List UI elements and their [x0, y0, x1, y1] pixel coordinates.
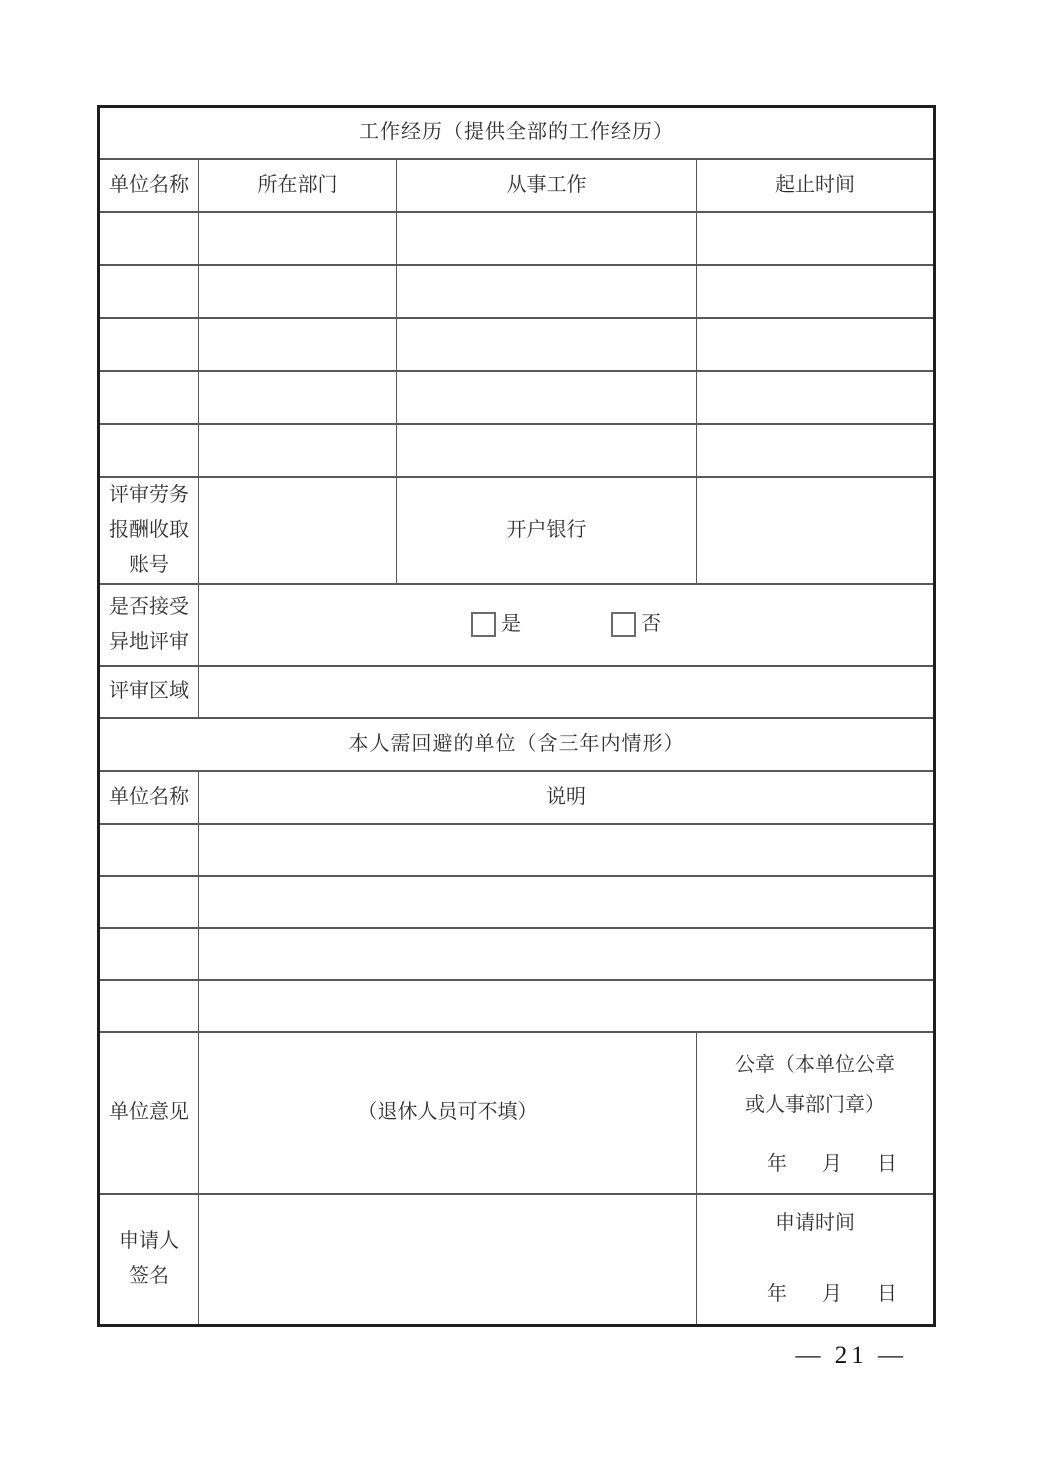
- avoid-units-section-title: 本人需回避的单位（含三年内情形）: [99, 718, 935, 771]
- avoid-unit-description-cell: [199, 876, 935, 928]
- work-history-department-cell: [199, 424, 397, 477]
- avoid-column-header-description: 说明: [199, 771, 935, 824]
- work-history-unit-cell: [99, 318, 199, 371]
- work-history-row: [99, 265, 935, 318]
- work-history-period-cell: [697, 318, 935, 371]
- unit-opinion-seal-cell: [697, 1032, 935, 1194]
- payment-account-label: 评审劳务 报酬收取 账号: [99, 477, 199, 584]
- applicant-signature-cell: [199, 1194, 697, 1326]
- checkbox-no-icon[interactable]: [611, 612, 636, 637]
- column-header-period: 起止时间: [697, 159, 935, 212]
- page-number: — 21 —: [795, 1342, 907, 1369]
- avoid-unit-description-cell: [199, 980, 935, 1032]
- date-day-label: 日: [877, 1283, 897, 1306]
- form-page: [97, 105, 933, 1327]
- avoid-unit-row: [99, 876, 935, 928]
- avoid-unit-name-cell: [99, 980, 199, 1032]
- review-region-label: 评审区域: [99, 666, 199, 718]
- date-month-label: 月: [822, 1153, 842, 1175]
- remote-review-option-yes: [471, 609, 521, 640]
- review-region-cell: [199, 666, 935, 718]
- work-history-job-cell: [397, 265, 697, 318]
- work-history-row: [99, 318, 935, 371]
- applicant-signature-label: 申请人 签名: [99, 1194, 199, 1326]
- work-history-unit-cell: [99, 371, 199, 424]
- avoid-column-header-unit-name: 单位名称: [99, 771, 199, 824]
- work-history-department-cell: [199, 212, 397, 265]
- checkbox-no-label: 否: [641, 613, 661, 635]
- application-form-table: [97, 105, 936, 1327]
- work-history-unit-cell: [99, 424, 199, 477]
- seal-date-fields: [718, 1149, 912, 1180]
- work-history-department-cell: [199, 265, 397, 318]
- checkbox-yes-label: 是: [501, 613, 521, 635]
- application-time-cell: [697, 1194, 935, 1326]
- date-year-label: 年: [767, 1153, 787, 1175]
- avoid-unit-name-cell: [99, 824, 199, 876]
- work-history-department-cell: [199, 371, 397, 424]
- application-time-label: 申请时间: [775, 1212, 855, 1235]
- remote-review-option-no: [611, 609, 661, 640]
- column-header-unit-name: 单位名称: [99, 159, 199, 212]
- work-history-section-title: 工作经历（提供全部的工作经历）: [99, 107, 935, 159]
- date-day-label: 日: [877, 1153, 897, 1175]
- work-history-job-cell: [397, 318, 697, 371]
- work-history-job-cell: [397, 424, 697, 477]
- avoid-unit-name-cell: [99, 928, 199, 980]
- avoid-unit-row: [99, 980, 935, 1032]
- column-header-department: 所在部门: [199, 159, 397, 212]
- avoid-unit-description-cell: [199, 824, 935, 876]
- work-history-department-cell: [199, 318, 397, 371]
- date-month-label: 月: [822, 1283, 842, 1306]
- work-history-row: [99, 371, 935, 424]
- unit-opinion-note: （退休人员可不填）: [199, 1032, 697, 1194]
- work-history-period-cell: [697, 212, 935, 265]
- unit-opinion-label: 单位意见: [99, 1032, 199, 1194]
- work-history-job-cell: [397, 371, 697, 424]
- work-history-period-cell: [697, 371, 935, 424]
- work-history-unit-cell: [99, 212, 199, 265]
- remote-review-label: 是否接受 异地评审: [99, 584, 199, 666]
- work-history-row: [99, 212, 935, 265]
- remote-review-options-cell: [199, 584, 935, 666]
- seal-instruction: 公章（本单位公章 或人事部门章）: [735, 1054, 895, 1116]
- work-history-unit-cell: [99, 265, 199, 318]
- avoid-unit-row: [99, 824, 935, 876]
- work-history-period-cell: [697, 265, 935, 318]
- avoid-unit-row: [99, 928, 935, 980]
- bank-name-cell: [697, 477, 935, 584]
- application-date-fields: [718, 1279, 912, 1310]
- avoid-unit-description-cell: [199, 928, 935, 980]
- work-history-row: [99, 424, 935, 477]
- checkbox-yes-icon[interactable]: [471, 612, 496, 637]
- date-year-label: 年: [767, 1283, 787, 1306]
- work-history-period-cell: [697, 424, 935, 477]
- column-header-job: 从事工作: [397, 159, 697, 212]
- avoid-unit-name-cell: [99, 876, 199, 928]
- work-history-job-cell: [397, 212, 697, 265]
- bank-label: 开户银行: [397, 477, 697, 584]
- payment-account-cell: [199, 477, 397, 584]
